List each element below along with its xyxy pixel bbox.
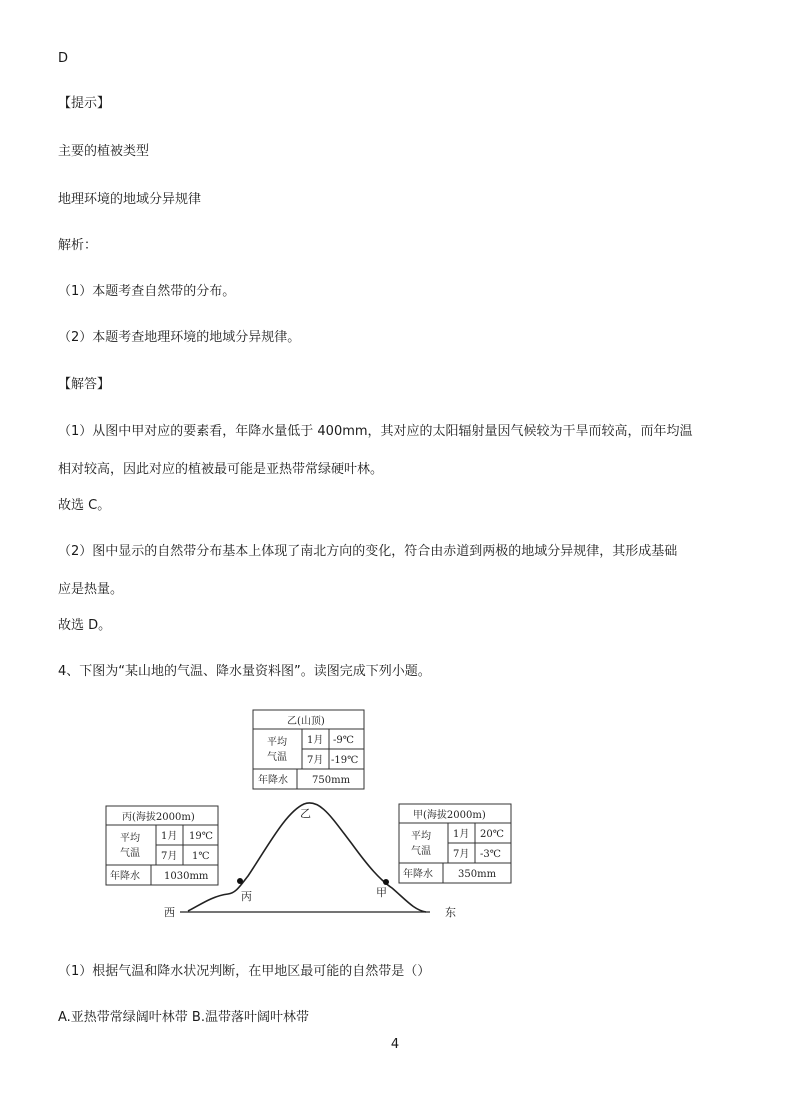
solution-2a: （2）图中显示的自然带分布基本上体现了南北方向的变化，符合由赤道到两极的地域分异规律，其形成基础 (58, 544, 678, 559)
solution-1b: 相对较高，因此对应的植被最可能是亚热带常绿硬叶林。 (58, 462, 384, 477)
table-bing-m1: 1月 (161, 831, 178, 842)
table-bing-label-a: 平均 (120, 833, 140, 844)
east-label: 东 (445, 906, 456, 919)
solution-2b: 应是热量。 (58, 582, 124, 597)
table-bing-title: 丙(海拔2000m) (122, 812, 195, 823)
analysis-heading: 解析： (58, 238, 98, 253)
table-jia-label-b: 气温 (411, 846, 431, 857)
table-jia-rain: 350mm (458, 869, 497, 880)
table-bing-t7: 1℃ (192, 851, 210, 862)
hint-item-1: 主要的植被类型 (58, 144, 150, 159)
table-yi-label-b: 气温 (267, 752, 287, 763)
table-yi-m7: 7月 (307, 755, 324, 766)
question-4-stem: 4、下图为“某山地的气温、降水量资料图”。读图完成下列小题。 (58, 664, 431, 679)
analysis-2: （2）本题考查地理环境的地域分异规律。 (58, 330, 301, 345)
hint-heading: 【提示】 (58, 96, 111, 111)
table-jia-t1: 20℃ (480, 829, 504, 840)
west-label: 西 (164, 906, 175, 919)
point-bing-marker (237, 878, 243, 884)
solution-heading: 【解答】 (58, 377, 111, 392)
table-jia (399, 804, 511, 883)
table-bing-m7: 7月 (161, 851, 178, 862)
table-yi-t1: -9℃ (333, 735, 354, 746)
solution-1-answer: 故选 C。 (58, 498, 111, 513)
table-jia-rain-label: 年降水 (403, 869, 433, 880)
table-bing-rain: 1030mm (164, 871, 209, 882)
page-number: 4 (390, 1037, 400, 1052)
solution-2-answer: 故选 D。 (58, 618, 112, 633)
table-jia-m7: 7月 (453, 849, 470, 860)
table-bing-t1: 19℃ (189, 831, 213, 842)
table-jia-m1: 1月 (453, 829, 470, 840)
table-yi-title: 乙(山顶) (287, 716, 325, 727)
table-bing-label-b: 气温 (120, 848, 140, 859)
table-yi-m1: 1月 (307, 735, 324, 746)
table-yi-t7: -19℃ (331, 755, 359, 766)
peak-label: 乙 (300, 807, 311, 820)
table-jia-label-a: 平均 (411, 831, 431, 842)
solution-1a: （1）从图中甲对应的要素看，年降水量低于 400mm，其对应的太阳辐射量因气候较为干旱而较高，而年均温 (58, 424, 693, 439)
analysis-1: （1）本题考查自然带的分布。 (58, 284, 236, 299)
option-a-b: A.亚热带常绿阔叶林带 B.温带落叶阔叶林带 (58, 1010, 309, 1025)
table-bing-rain-label: 年降水 (110, 871, 140, 882)
mountain-climate-figure (100, 700, 504, 930)
answer-letter: D (58, 51, 69, 66)
point-bing-label: 丙 (241, 890, 252, 903)
table-jia-title: 甲(海拔2000m) (413, 810, 486, 821)
table-yi-label-a: 平均 (267, 737, 287, 748)
hint-item-2: 地理环境的地域分异规律 (58, 192, 202, 207)
table-yi-rain-label: 年降水 (258, 775, 288, 786)
point-jia-marker (383, 879, 389, 885)
subquestion-1: （1）根据气温和降水状况判断，在甲地区最可能的自然带是（） (58, 964, 431, 979)
table-jia-t7: -3℃ (480, 849, 501, 860)
table-bing (106, 806, 218, 885)
table-yi-rain: 750mm (312, 775, 351, 786)
table-yi (253, 710, 364, 789)
point-jia-label: 甲 (376, 886, 387, 899)
